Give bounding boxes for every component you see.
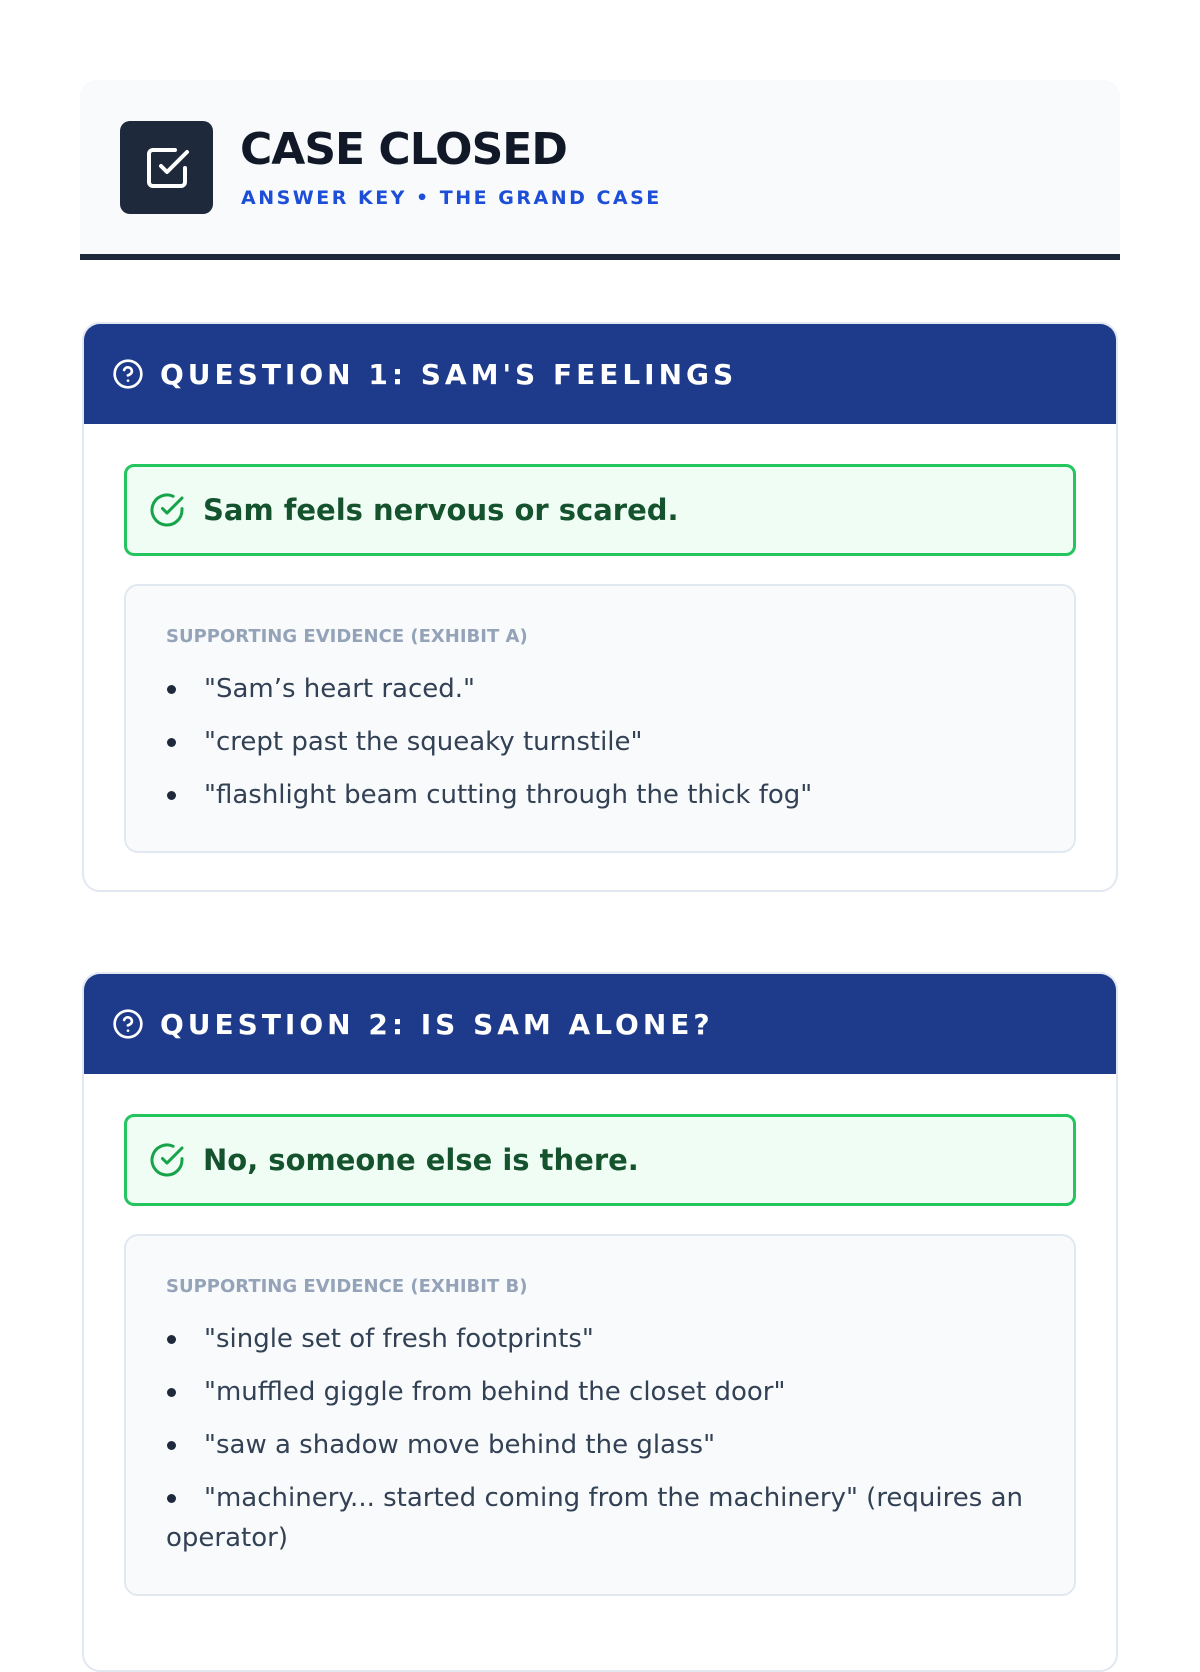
answer-box [124, 1114, 1076, 1206]
bullet-icon [167, 685, 176, 694]
answer-text: Sam feels nervous or scared. [203, 493, 679, 527]
bullet-icon [167, 1441, 176, 1450]
question-title: QUESTION 1: SAM'S FEELINGS [160, 357, 738, 391]
bullet-icon [167, 791, 176, 800]
question-header [84, 324, 1116, 424]
answer-text: No, someone else is there. [203, 1143, 639, 1177]
evidence-panel [124, 1234, 1076, 1596]
question-circle-icon [112, 1008, 144, 1040]
page-title: CASE CLOSED [240, 124, 567, 175]
answer-box [124, 464, 1076, 556]
evidence-item: "single set of fresh footprints" [166, 1319, 1034, 1359]
check-circle-icon [149, 492, 185, 528]
evidence-item: "crept past the squeaky turnstile" [166, 722, 1034, 762]
evidence-item: "machinery... started coming from the machinery" (requires an operator) [166, 1483, 1023, 1553]
question-circle-icon [112, 358, 144, 390]
logo [120, 121, 213, 214]
bullet-icon [167, 1335, 176, 1344]
evidence-panel [124, 584, 1076, 853]
bullet-icon [167, 738, 176, 747]
check-circle-icon [149, 1142, 185, 1178]
evidence-item: "Sam’s heart raced." [166, 669, 1034, 709]
evidence-item: "muffled giggle from behind the closet door" [166, 1372, 1034, 1412]
bullet-icon [167, 1494, 176, 1503]
question-card-2 [82, 972, 1118, 1672]
evidence-label: SUPPORTING EVIDENCE (EXHIBIT A) [166, 626, 528, 647]
question-card-1 [82, 322, 1118, 892]
page-header [80, 80, 1120, 260]
bullet-icon [167, 1388, 176, 1397]
evidence-list [166, 1319, 1034, 1558]
page-subtitle: ANSWER KEY • THE GRAND CASE [241, 187, 662, 209]
question-header [84, 974, 1116, 1074]
evidence-list [166, 669, 1034, 815]
evidence-item: "flashlight beam cutting through the thick fog" [166, 775, 1034, 815]
question-title: QUESTION 2: IS SAM ALONE? [160, 1007, 714, 1041]
evidence-item: "saw a shadow move behind the glass" [166, 1425, 1034, 1465]
evidence-label: SUPPORTING EVIDENCE (EXHIBIT B) [166, 1276, 528, 1297]
checkbox-icon [143, 144, 191, 192]
